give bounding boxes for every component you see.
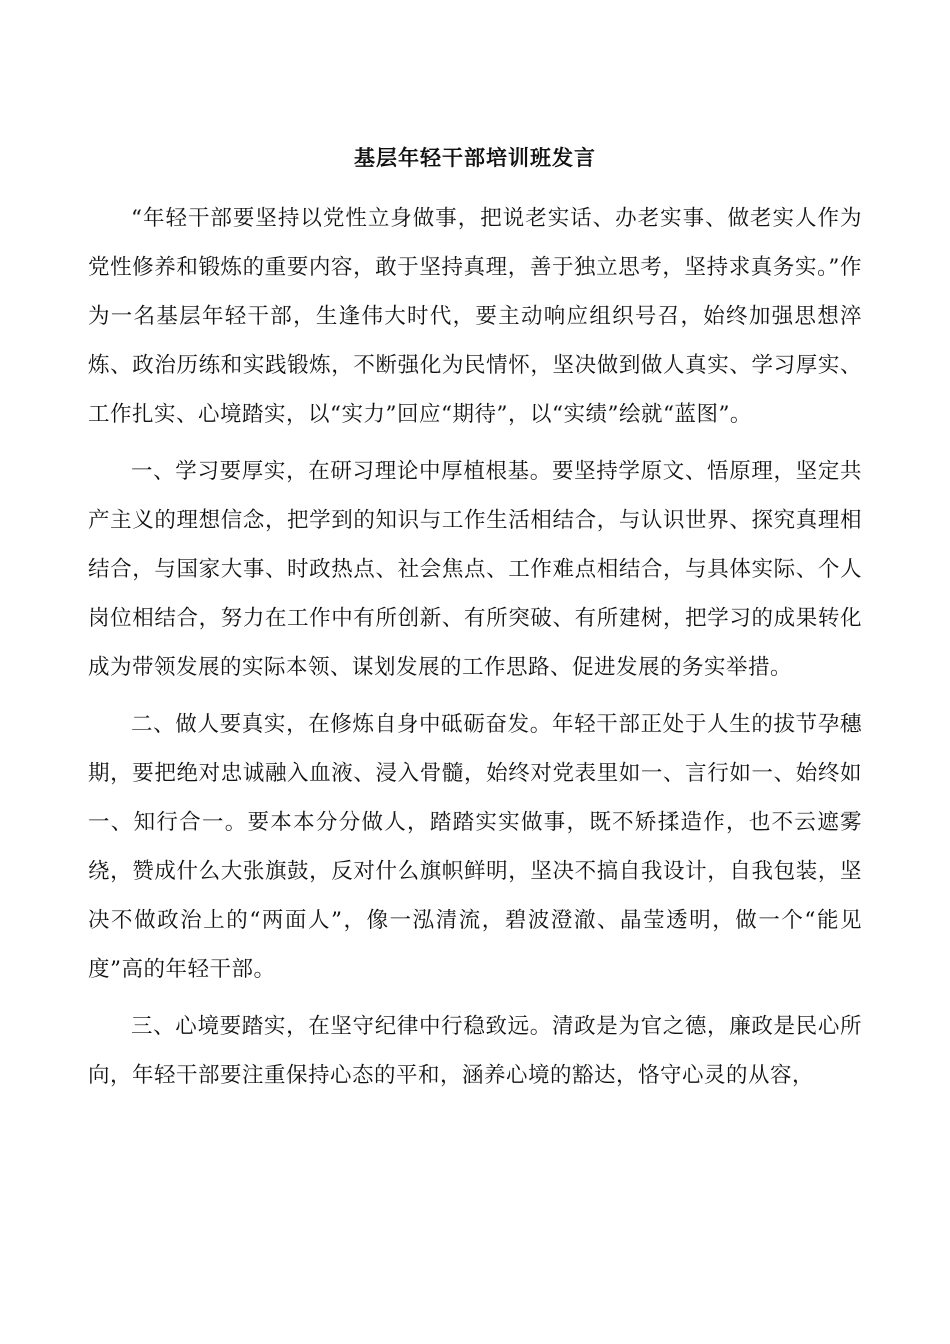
paragraph-conduct: 二、做人要真实，在修炼自身中砥砺奋发。年轻干部正处于人生的拔节孕穗期，要把绝对忠诚融入血液、浸入骨髓，始终对党表里如一、言行如一、始终如一、知行合一。要本本分分做人，踏踏实实做事，既不矫揉造作，也不云遮雾绕，赞成什么大张旗鼓，反对什么旗帜鲜明，坚决不搞自我设计，自我包装，坚决不做政治上的“两面人”，像一泓清流，碧波澄澈、晶莹透明，做一个“能见度”高的年轻干部。: [88, 712, 862, 982]
paragraph-mindset: 三、心境要踏实，在坚守纪律中行稳致远。清政是为官之德，廉政是民心所向，年轻干部要注重保持心态的平和，涵养心境的豁达，恪守心灵的从容，: [88, 1014, 862, 1088]
paragraph-study: 一、学习要厚实，在研习理论中厚植根基。要坚持学原文、悟原理，坚定共产主义的理想信念，把学到的知识与工作生活相结合，与认识世界、探究真理相结合，与国家大事、时政热点、社会焦点、工作难点相结合，与具体实际、个人岗位相结合，努力在工作中有所创新、有所突破、有所建树，把学习的成果转化成为带领发展的实际本领、谋划发展的工作思路、促进发展的务实举措。: [88, 459, 862, 680]
document-title: 基层年轻干部培训班发言: [354, 145, 596, 170]
paragraph-intro: “年轻干部要坚持以党性立身做事，把说老实话、办老实事、做老实人作为党性修养和锻炼的重要内容，敢于坚持真理，善于独立思考，坚持求真务实。”作为一名基层年轻干部，生逢伟大时代，要主动响应组织号召，始终加强思想淬炼、政治历练和实践锻炼，不断强化为民情怀，坚决做到做人真实、学习厚实、工作扎实、心境踏实，以“实力”回应“期待”，以“实绩”绘就“蓝图”。: [88, 206, 862, 427]
document-page: [88, 142, 862, 1108]
